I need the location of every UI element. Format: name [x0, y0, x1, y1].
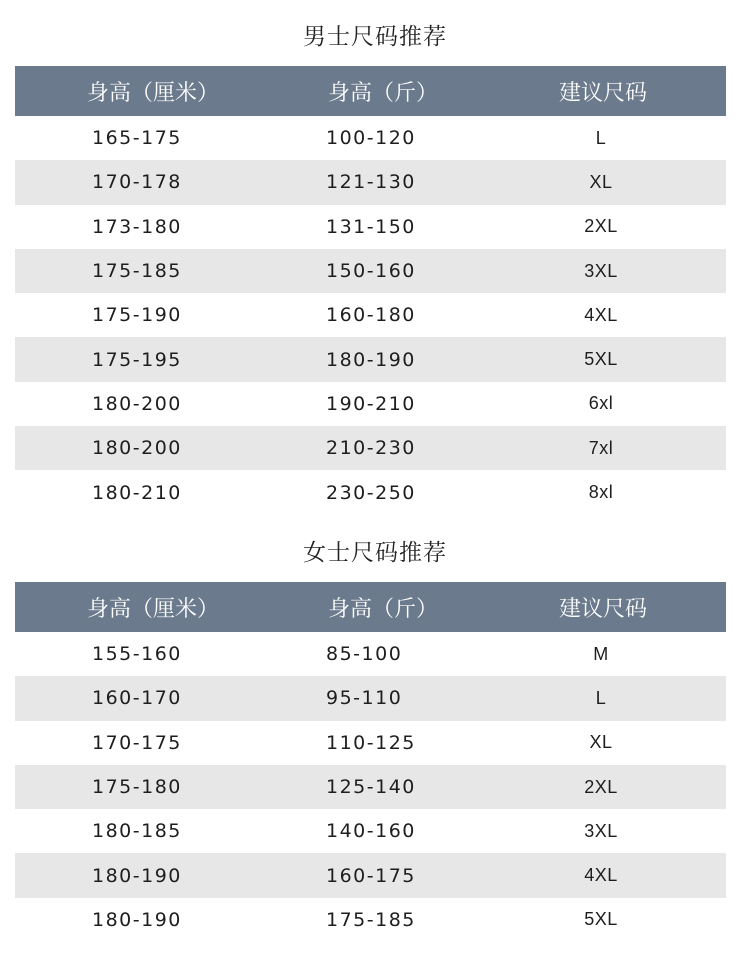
height-cm-cell: 180-190	[92, 908, 182, 931]
table-row	[15, 721, 726, 765]
size-cell: 6xl	[588, 393, 614, 414]
table-row	[15, 249, 726, 293]
size-cell: M	[593, 643, 609, 664]
men-table-body	[15, 116, 726, 515]
header-recommended-size: 建议尺码	[558, 80, 647, 106]
weight-jin-cell: 230-250	[326, 481, 416, 504]
weight-jin-cell: 150-160	[326, 260, 416, 283]
table-row	[15, 205, 726, 249]
table-row	[15, 160, 726, 204]
size-cell: 5XL	[584, 349, 618, 370]
header-recommended-size: 建议尺码	[558, 596, 647, 622]
size-cell: XL	[589, 171, 613, 192]
weight-jin-cell: 210-230	[326, 437, 416, 460]
women-table-body	[15, 632, 726, 942]
men-table-header	[15, 66, 726, 116]
table-row	[15, 765, 726, 809]
weight-jin-cell: 160-175	[326, 864, 416, 887]
women-table-header	[15, 582, 726, 632]
weight-jin-cell: 160-180	[326, 304, 416, 327]
table-row	[15, 898, 726, 942]
women-size-table	[15, 582, 726, 942]
height-cm-cell: 155-160	[92, 643, 182, 666]
height-cm-cell: 160-170	[92, 687, 182, 710]
height-cm-cell: 170-175	[92, 731, 182, 754]
table-row	[15, 853, 726, 897]
header-weight-jin: 身高（斤）	[328, 596, 439, 622]
weight-jin-cell: 131-150	[326, 215, 416, 238]
height-cm-cell: 170-178	[92, 171, 182, 194]
weight-jin-cell: 190-210	[326, 392, 416, 415]
height-cm-cell: 175-190	[92, 304, 182, 327]
height-cm-cell: 175-185	[92, 260, 182, 283]
women-size-title: 女士尺码推荐	[303, 540, 447, 566]
table-row	[15, 809, 726, 853]
header-height-cm: 身高（厘米）	[87, 596, 220, 622]
height-cm-cell: 175-180	[92, 776, 182, 799]
table-row	[15, 632, 726, 676]
size-cell: 3XL	[584, 260, 618, 281]
weight-jin-cell: 125-140	[326, 776, 416, 799]
table-row	[15, 293, 726, 337]
weight-jin-cell: 95-110	[326, 687, 403, 710]
men-size-table	[15, 66, 726, 515]
size-cell: 8xl	[588, 482, 614, 503]
table-row	[15, 676, 726, 720]
size-cell: 3XL	[584, 820, 618, 841]
height-cm-cell: 180-190	[92, 864, 182, 887]
weight-jin-cell: 180-190	[326, 348, 416, 371]
height-cm-cell: 180-185	[92, 820, 182, 843]
size-cell: L	[595, 127, 607, 148]
size-cell: 2XL	[584, 776, 618, 797]
height-cm-cell: 165-175	[92, 127, 182, 150]
height-cm-cell: 175-195	[92, 348, 182, 371]
size-cell: 2XL	[584, 216, 618, 237]
header-weight-jin: 身高（斤）	[328, 80, 439, 106]
size-cell: 5XL	[584, 909, 618, 930]
height-cm-cell: 180-200	[92, 437, 182, 460]
weight-jin-cell: 100-120	[326, 127, 416, 150]
height-cm-cell: 180-200	[92, 392, 182, 415]
height-cm-cell: 173-180	[92, 215, 182, 238]
height-cm-cell: 180-210	[92, 481, 182, 504]
table-row	[15, 116, 726, 160]
weight-jin-cell: 140-160	[326, 820, 416, 843]
size-cell: 4XL	[584, 304, 618, 325]
size-cell: 4XL	[584, 865, 618, 886]
table-row	[15, 382, 726, 426]
table-row	[15, 426, 726, 470]
size-cell: 7xl	[588, 437, 614, 458]
table-row	[15, 470, 726, 514]
table-row	[15, 337, 726, 381]
size-cell: XL	[589, 732, 613, 753]
weight-jin-cell: 175-185	[326, 908, 416, 931]
header-height-cm: 身高（厘米）	[87, 80, 220, 106]
weight-jin-cell: 110-125	[326, 731, 416, 754]
weight-jin-cell: 85-100	[326, 643, 403, 666]
size-cell: L	[595, 687, 607, 708]
weight-jin-cell: 121-130	[326, 171, 416, 194]
men-size-title: 男士尺码推荐	[303, 24, 447, 50]
